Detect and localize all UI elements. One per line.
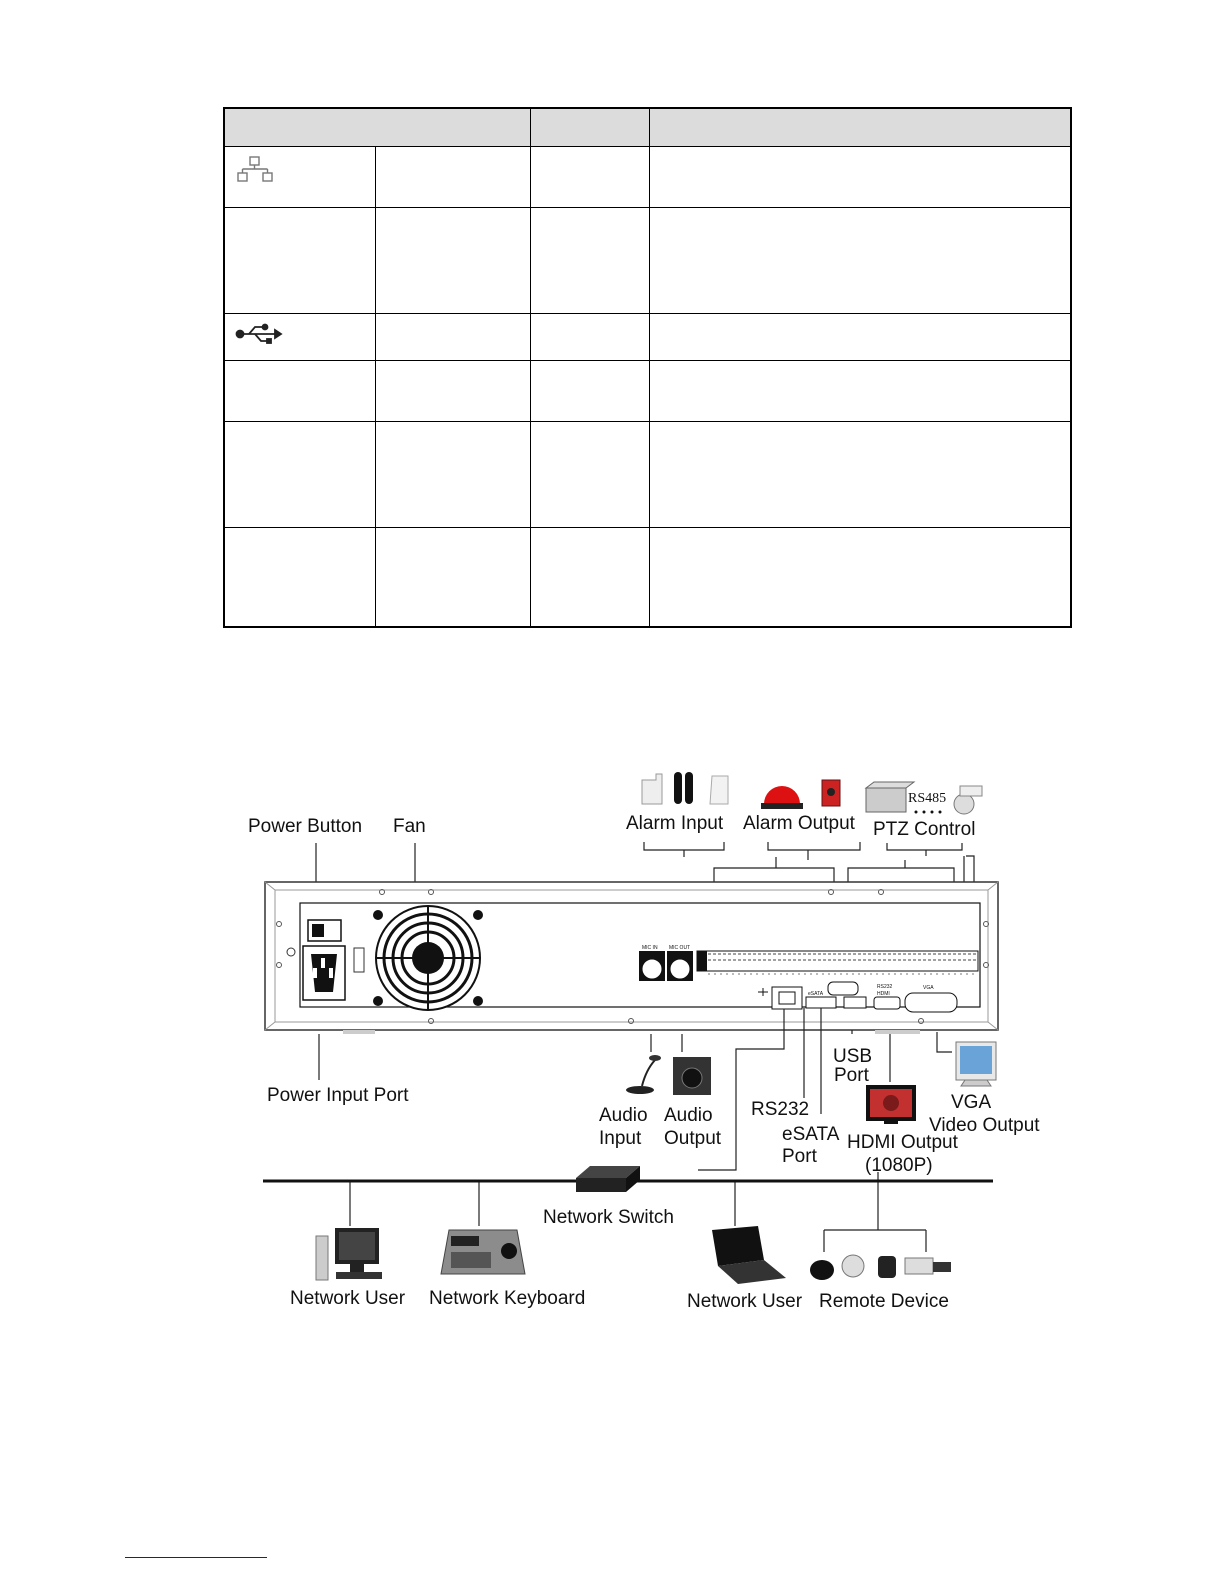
table-cell xyxy=(530,208,649,314)
network-user-label: Network User xyxy=(290,1288,406,1309)
rs232-label: RS232 xyxy=(751,1099,810,1120)
nvr-rear-panel xyxy=(265,882,998,1034)
audio-output-label-line1: Audio xyxy=(664,1105,713,1126)
footnote-rule xyxy=(125,1557,267,1558)
table-row xyxy=(224,528,1071,627)
table-cell xyxy=(224,361,375,422)
audio-output-label-line2: Output xyxy=(664,1128,722,1149)
network-port-icon xyxy=(235,155,275,185)
header-cell xyxy=(530,108,649,147)
table-cell xyxy=(224,528,375,627)
table-cell xyxy=(649,528,1071,627)
ptz-decoder-icon xyxy=(866,782,914,812)
usb-icon xyxy=(235,322,283,346)
power-input-port-label: Power Input Port xyxy=(267,1085,409,1106)
network-user-laptop-label: Network User xyxy=(687,1291,803,1312)
laptop-icon xyxy=(712,1226,786,1284)
remote-cameras-icon xyxy=(810,1255,951,1280)
mic-out-panel-label: MIC OUT xyxy=(669,945,691,951)
table-cell xyxy=(530,147,649,208)
spec-table xyxy=(223,107,1072,628)
audio-input-label-line1: Audio xyxy=(599,1105,648,1126)
usb-port-label-line1: USB xyxy=(833,1046,873,1067)
hdmi-monitor-icon xyxy=(866,1085,916,1124)
vga-monitor-icon xyxy=(956,1042,996,1086)
hdmi-output-label-line2: (1080P) xyxy=(865,1155,933,1176)
network-keyboard-icon xyxy=(441,1230,525,1274)
table-cell xyxy=(375,314,530,361)
fan-label: Fan xyxy=(393,816,426,837)
alarm-output-devices-icon xyxy=(761,780,840,809)
esata-port-label-line1: eSATA xyxy=(782,1124,840,1145)
table-cell xyxy=(649,208,1071,314)
table-row xyxy=(224,314,1071,361)
table-cell xyxy=(649,422,1071,528)
table-cell xyxy=(375,147,530,208)
rs485-dots xyxy=(915,811,942,814)
top-leader-lines xyxy=(316,842,974,882)
connection-diagram xyxy=(0,740,1224,1340)
table-row xyxy=(224,208,1071,314)
ptz-control-label: PTZ Control xyxy=(873,819,976,840)
network-user-pc-icon xyxy=(316,1228,382,1280)
table-cell xyxy=(530,422,649,528)
esata-port-label-line2: Port xyxy=(782,1146,817,1167)
speaker-icon xyxy=(673,1057,711,1095)
ptz-camera-icon xyxy=(954,786,982,814)
vga-panel-label: VGA xyxy=(923,985,934,991)
table-cell xyxy=(530,314,649,361)
rs232-panel-label: RS232 xyxy=(877,984,893,990)
table-cell xyxy=(530,528,649,627)
vga-label-line2: Video Output xyxy=(929,1115,1040,1136)
table-row xyxy=(224,361,1071,422)
table-cell xyxy=(649,147,1071,208)
table-cell xyxy=(649,361,1071,422)
table-cell xyxy=(375,528,530,627)
table-row xyxy=(224,147,1071,208)
table-cell xyxy=(224,314,375,361)
vga-label-line1: VGA xyxy=(951,1092,992,1113)
network-switch-icon xyxy=(576,1166,640,1192)
table-cell xyxy=(224,422,375,528)
hdmi-output-label-line1: HDMI Output xyxy=(847,1132,958,1153)
table-cell xyxy=(375,361,530,422)
table-cell xyxy=(375,422,530,528)
table-cell xyxy=(649,314,1071,361)
audio-input-label-line2: Input xyxy=(599,1128,642,1149)
alarm-input-sensors-icon xyxy=(642,772,728,804)
power-button-label: Power Button xyxy=(248,816,363,837)
hdmi-panel-label: HDMI xyxy=(877,991,890,997)
usb-port-label-line2: Port xyxy=(834,1065,869,1086)
rs485-label: RS485 xyxy=(908,791,947,806)
mic-in-panel-label: MIC IN xyxy=(642,945,658,951)
alarm-input-label: Alarm Input xyxy=(626,813,724,834)
table-cell xyxy=(224,208,375,314)
table-row xyxy=(224,422,1071,528)
header-cell xyxy=(649,108,1071,147)
alarm-output-label: Alarm Output xyxy=(743,813,855,834)
esata-panel-label: eSATA xyxy=(808,991,824,997)
table-cell xyxy=(224,147,375,208)
table-cell xyxy=(530,361,649,422)
remote-device-label: Remote Device xyxy=(819,1291,949,1312)
microphone-icon xyxy=(626,1055,661,1094)
network-switch-label: Network Switch xyxy=(543,1207,674,1228)
table-cell xyxy=(375,208,530,314)
network-keyboard-label: Network Keyboard xyxy=(429,1288,586,1309)
header-cell xyxy=(224,108,530,147)
table-header-row xyxy=(224,108,1071,147)
